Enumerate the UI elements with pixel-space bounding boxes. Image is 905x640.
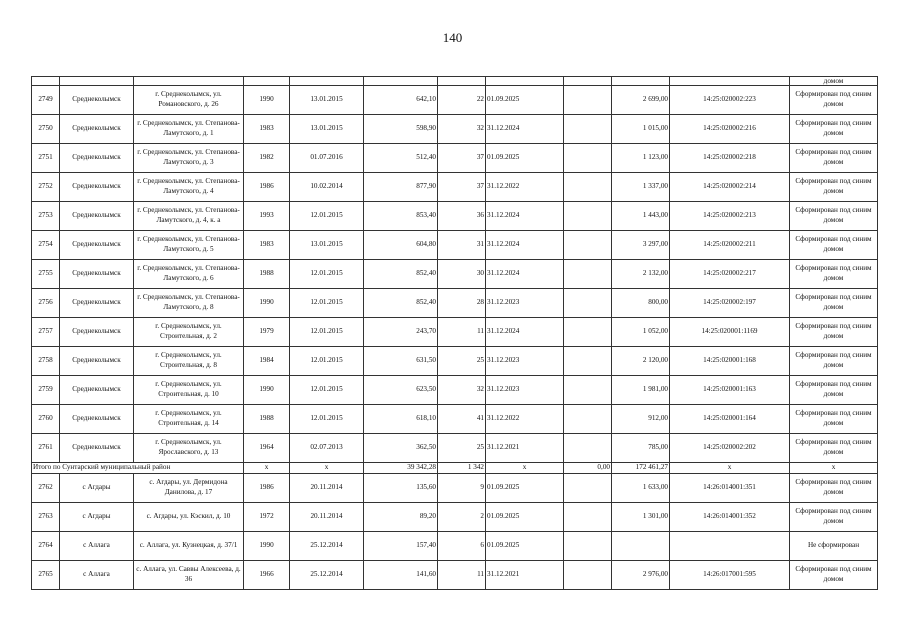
address-cell: с. Аллага, ул. Кузнецкая, д. 37/1: [134, 531, 244, 560]
area-cell: 362,50: [364, 434, 438, 463]
date-cell: 12.01.2015: [290, 318, 364, 347]
residents-cell: 22: [438, 86, 486, 115]
total-label: Итого по Сунтарский муниципальный район: [32, 463, 244, 474]
residents-cell: 32: [438, 115, 486, 144]
address-cell: г. Среднеколымск, ул. Степанова-Ламутского, д. 4: [134, 173, 244, 202]
address-cell: с. Агдары, ул. Дермидона Данилова, д. 17: [134, 473, 244, 502]
locality-cell: Среднеколымск: [60, 289, 134, 318]
date-cell: 12.01.2015: [290, 202, 364, 231]
cadastre-cell: 14:25:020002:211: [670, 231, 790, 260]
status-cell: Сформирован под синим домом: [790, 202, 878, 231]
status-cell: Сформирован под синим домом: [790, 289, 878, 318]
address-cell: г. Среднеколымск, ул. Строительная, д. 8: [134, 347, 244, 376]
residents-cell: 2: [438, 502, 486, 531]
residents-cell: 37: [438, 144, 486, 173]
total-area: 39 342,28: [364, 463, 438, 474]
status-cell: Сформирован под синим домом: [790, 473, 878, 502]
table-body-section-a: [32, 77, 878, 463]
total-date: x: [290, 463, 364, 474]
date-cell: 12.01.2015: [290, 347, 364, 376]
cadastre-cell: 14:25:020001:163: [670, 376, 790, 405]
year-cell: 1988: [244, 405, 290, 434]
address-cell: г. Среднеколымск, ул. Строительная, д. 14: [134, 405, 244, 434]
deadline-cell: 31.12.2021: [486, 560, 564, 589]
area-cell: 512,40: [364, 144, 438, 173]
total-section: [32, 463, 878, 474]
deadline-cell: 31.12.2023: [486, 347, 564, 376]
status-cell: Сформирован под синим домом: [790, 502, 878, 531]
total-row: [32, 463, 878, 474]
year-cell: 1984: [244, 347, 290, 376]
area-cell: 852,40: [364, 289, 438, 318]
locality-cell: Среднеколымск: [60, 144, 134, 173]
year-cell: 1988: [244, 260, 290, 289]
residents-cell: 36: [438, 202, 486, 231]
area-cell: 604,80: [364, 231, 438, 260]
year-cell: 1982: [244, 144, 290, 173]
table-row: [32, 144, 878, 173]
row-number: 2755: [32, 260, 60, 289]
deadline-cell: 31.12.2022: [486, 173, 564, 202]
table-row: [32, 231, 878, 260]
row-number: 2749: [32, 86, 60, 115]
sum-cell: [564, 502, 612, 531]
locality-cell: Среднеколымск: [60, 376, 134, 405]
date-cell: 12.01.2015: [290, 405, 364, 434]
cost-cell: 912,00: [612, 405, 670, 434]
row-number: 2752: [32, 173, 60, 202]
status-cell: Сформирован под синим домом: [790, 86, 878, 115]
table-row: [32, 173, 878, 202]
cost-cell: 800,00: [612, 289, 670, 318]
status-cell: Сформирован под синим домом: [790, 434, 878, 463]
area-cell: 642,10: [364, 86, 438, 115]
year-cell: 1990: [244, 531, 290, 560]
year-cell: 1972: [244, 502, 290, 531]
date-cell: 12.01.2015: [290, 289, 364, 318]
locality-cell: Среднеколымск: [60, 405, 134, 434]
total-sum: 0,00: [564, 463, 612, 474]
table-row: [32, 347, 878, 376]
year-cell: 1979: [244, 318, 290, 347]
locality-cell: с Агдары: [60, 502, 134, 531]
year-cell: 1986: [244, 473, 290, 502]
area-cell: 135,60: [364, 473, 438, 502]
sum-cell: [564, 473, 612, 502]
locality-cell: Среднеколымск: [60, 318, 134, 347]
address-cell: г. Среднеколымск, ул. Степанова-Ламутского, д. 1: [134, 115, 244, 144]
address-cell: г. Среднеколымск, ул. Романовского, д. 26: [134, 86, 244, 115]
cost-cell: [612, 531, 670, 560]
deadline-cell: 01.09.2025: [486, 86, 564, 115]
total-cadastre: x: [670, 463, 790, 474]
status-cell: Сформирован под синим домом: [790, 144, 878, 173]
residents-cell: 37: [438, 173, 486, 202]
residents-cell: 31: [438, 231, 486, 260]
address-cell: с. Агдары, ул. Кэскил, д. 10: [134, 502, 244, 531]
year-cell: 1986: [244, 173, 290, 202]
date-cell: 12.01.2015: [290, 376, 364, 405]
table-row: [32, 502, 878, 531]
table-row: [32, 560, 878, 589]
cost-cell: 1 633,00: [612, 473, 670, 502]
date-cell: 20.11.2014: [290, 502, 364, 531]
deadline-cell: 31.12.2022: [486, 405, 564, 434]
address-cell: г. Среднеколымск, ул. Степанова-Ламутского, д. 4, к. а: [134, 202, 244, 231]
total-cost: 172 461,27: [612, 463, 670, 474]
row-number: 2765: [32, 560, 60, 589]
row-number: 2756: [32, 289, 60, 318]
address-cell: г. Среднеколымск, ул. Ярославского, д. 13: [134, 434, 244, 463]
total-residents: 1 342: [438, 463, 486, 474]
year-cell: 1990: [244, 86, 290, 115]
area-cell: 598,90: [364, 115, 438, 144]
status-cell: Сформирован под синим домом: [790, 260, 878, 289]
date-cell: 13.01.2015: [290, 231, 364, 260]
table-row: [32, 115, 878, 144]
residents-cell: 11: [438, 318, 486, 347]
cadastre-cell: 14:26:014001:351: [670, 473, 790, 502]
year-cell: 1964: [244, 434, 290, 463]
residents-cell: 25: [438, 434, 486, 463]
table-row: [32, 376, 878, 405]
cost-cell: 1 015,00: [612, 115, 670, 144]
status-cell: Сформирован под синим домом: [790, 318, 878, 347]
cadastre-cell: 14:25:020001:1169: [670, 318, 790, 347]
table-row: [32, 318, 878, 347]
cost-cell: 1 052,00: [612, 318, 670, 347]
year-cell: 1993: [244, 202, 290, 231]
sum-cell: [564, 405, 612, 434]
area-cell: 141,60: [364, 560, 438, 589]
cadastre-cell: 14:25:020002:213: [670, 202, 790, 231]
address-cell: с. Аллага, ул. Саввы Алексеева, д. 36: [134, 560, 244, 589]
locality-cell: Среднеколымск: [60, 115, 134, 144]
residents-cell: 6: [438, 531, 486, 560]
deadline-cell: 31.12.2023: [486, 289, 564, 318]
deadline-cell: 31.12.2024: [486, 115, 564, 144]
sum-cell: [564, 347, 612, 376]
date-cell: 25.12.2014: [290, 560, 364, 589]
sum-cell: [564, 289, 612, 318]
cadastre-cell: 14:26:017001:595: [670, 560, 790, 589]
sum-cell: [564, 434, 612, 463]
cadastre-cell: 14:25:020002:216: [670, 115, 790, 144]
area-cell: 623,50: [364, 376, 438, 405]
locality-cell: Среднеколымск: [60, 202, 134, 231]
cadastre-cell: 14:25:020002:214: [670, 173, 790, 202]
status-fragment: домом: [790, 77, 878, 86]
cost-cell: 1 337,00: [612, 173, 670, 202]
row-number: 2754: [32, 231, 60, 260]
table-row: [32, 531, 878, 560]
row-number: 2763: [32, 502, 60, 531]
area-cell: 243,70: [364, 318, 438, 347]
sum-cell: [564, 560, 612, 589]
address-cell: г. Среднеколымск, ул. Степанова-Ламутского, д. 8: [134, 289, 244, 318]
residents-cell: 9: [438, 473, 486, 502]
address-cell: г. Среднеколымск, ул. Строительная, д. 10: [134, 376, 244, 405]
area-cell: 877,90: [364, 173, 438, 202]
row-number: 2761: [32, 434, 60, 463]
year-cell: 1983: [244, 231, 290, 260]
sum-cell: [564, 231, 612, 260]
deadline-cell: 31.12.2023: [486, 376, 564, 405]
status-cell: Сформирован под синим домом: [790, 405, 878, 434]
cadastre-cell: 14:26:014001:352: [670, 502, 790, 531]
residents-cell: 32: [438, 376, 486, 405]
locality-cell: Среднеколымск: [60, 347, 134, 376]
locality-cell: Среднеколымск: [60, 231, 134, 260]
residents-cell: 30: [438, 260, 486, 289]
row-number: 2764: [32, 531, 60, 560]
total-year: x: [244, 463, 290, 474]
address-cell: г. Среднеколымск, ул. Строительная, д. 2: [134, 318, 244, 347]
status-cell: Сформирован под синим домом: [790, 115, 878, 144]
deadline-cell: 31.12.2024: [486, 318, 564, 347]
deadline-cell: 01.09.2025: [486, 502, 564, 531]
residents-cell: 11: [438, 560, 486, 589]
table-row: [32, 289, 878, 318]
total-deadline: x: [486, 463, 564, 474]
date-cell: 02.07.2013: [290, 434, 364, 463]
date-cell: 12.01.2015: [290, 260, 364, 289]
date-cell: 20.11.2014: [290, 473, 364, 502]
area-cell: 157,40: [364, 531, 438, 560]
table-row: [32, 202, 878, 231]
date-cell: 13.01.2015: [290, 86, 364, 115]
address-cell: г. Среднеколымск, ул. Степанова-Ламутского, д. 5: [134, 231, 244, 260]
locality-cell: с Аллага: [60, 560, 134, 589]
residents-cell: 28: [438, 289, 486, 318]
row-number: 2757: [32, 318, 60, 347]
status-cell: Сформирован под синим домом: [790, 376, 878, 405]
continued-row-fragment: [32, 77, 878, 86]
cost-cell: 3 297,00: [612, 231, 670, 260]
table-body-section-b: [32, 473, 878, 589]
deadline-cell: 01.09.2025: [486, 473, 564, 502]
row-number: 2762: [32, 473, 60, 502]
locality-cell: Среднеколымск: [60, 434, 134, 463]
cost-cell: 2 976,00: [612, 560, 670, 589]
sum-cell: [564, 260, 612, 289]
year-cell: 1983: [244, 115, 290, 144]
sum-cell: [564, 376, 612, 405]
status-cell: Сформирован под синим домом: [790, 231, 878, 260]
status-cell: Сформирован под синим домом: [790, 173, 878, 202]
cost-cell: 785,00: [612, 434, 670, 463]
residents-cell: 41: [438, 405, 486, 434]
cost-cell: 2 132,00: [612, 260, 670, 289]
address-cell: г. Среднеколымск, ул. Степанова-Ламутского, д. 6: [134, 260, 244, 289]
sum-cell: [564, 318, 612, 347]
cost-cell: 2 120,00: [612, 347, 670, 376]
row-number: 2760: [32, 405, 60, 434]
housing-registry-table: [31, 76, 878, 590]
cadastre-cell: 14:25:020002:223: [670, 86, 790, 115]
year-cell: 1990: [244, 289, 290, 318]
date-cell: 01.07.2016: [290, 144, 364, 173]
table-row: [32, 260, 878, 289]
locality-cell: Среднеколымск: [60, 260, 134, 289]
row-number: 2753: [32, 202, 60, 231]
sum-cell: [564, 115, 612, 144]
year-cell: 1966: [244, 560, 290, 589]
row-number: 2750: [32, 115, 60, 144]
status-cell: Не сформирован: [790, 531, 878, 560]
area-cell: 853,40: [364, 202, 438, 231]
cadastre-cell: 14:25:020002:202: [670, 434, 790, 463]
cost-cell: 2 699,00: [612, 86, 670, 115]
cadastre-cell: 14:25:020002:218: [670, 144, 790, 173]
row-number: 2751: [32, 144, 60, 173]
cost-cell: 1 123,00: [612, 144, 670, 173]
deadline-cell: 31.12.2021: [486, 434, 564, 463]
address-cell: г. Среднеколымск, ул. Степанова-Ламутского, д. 3: [134, 144, 244, 173]
cadastre-cell: 14:25:020001:164: [670, 405, 790, 434]
deadline-cell: 01.09.2025: [486, 531, 564, 560]
deadline-cell: 31.12.2024: [486, 231, 564, 260]
year-cell: 1990: [244, 376, 290, 405]
sum-cell: [564, 173, 612, 202]
cost-cell: 1 301,00: [612, 502, 670, 531]
date-cell: 13.01.2015: [290, 115, 364, 144]
area-cell: 618,10: [364, 405, 438, 434]
area-cell: 852,40: [364, 260, 438, 289]
status-cell: Сформирован под синим домом: [790, 347, 878, 376]
table-row: [32, 405, 878, 434]
residents-cell: 25: [438, 347, 486, 376]
sum-cell: [564, 86, 612, 115]
date-cell: 10.02.2014: [290, 173, 364, 202]
area-cell: 89,20: [364, 502, 438, 531]
sum-cell: [564, 144, 612, 173]
cadastre-cell: 14:25:020002:197: [670, 289, 790, 318]
cost-cell: 1 443,00: [612, 202, 670, 231]
deadline-cell: 01.09.2025: [486, 144, 564, 173]
table-row: [32, 434, 878, 463]
table-row: [32, 473, 878, 502]
status-cell: Сформирован под синим домом: [790, 560, 878, 589]
locality-cell: с Аллага: [60, 531, 134, 560]
total-status: x: [790, 463, 878, 474]
deadline-cell: 31.12.2024: [486, 260, 564, 289]
locality-cell: Среднеколымск: [60, 86, 134, 115]
table-row: [32, 86, 878, 115]
sum-cell: [564, 531, 612, 560]
date-cell: 25.12.2014: [290, 531, 364, 560]
sum-cell: [564, 202, 612, 231]
cadastre-cell: [670, 531, 790, 560]
locality-cell: Среднеколымск: [60, 173, 134, 202]
area-cell: 631,50: [364, 347, 438, 376]
cadastre-cell: 14:25:020001:168: [670, 347, 790, 376]
locality-cell: с Агдары: [60, 473, 134, 502]
row-number: 2758: [32, 347, 60, 376]
row-number: 2759: [32, 376, 60, 405]
cost-cell: 1 981,00: [612, 376, 670, 405]
page-number: 140: [442, 30, 463, 45]
cadastre-cell: 14:25:020002:217: [670, 260, 790, 289]
deadline-cell: 31.12.2024: [486, 202, 564, 231]
